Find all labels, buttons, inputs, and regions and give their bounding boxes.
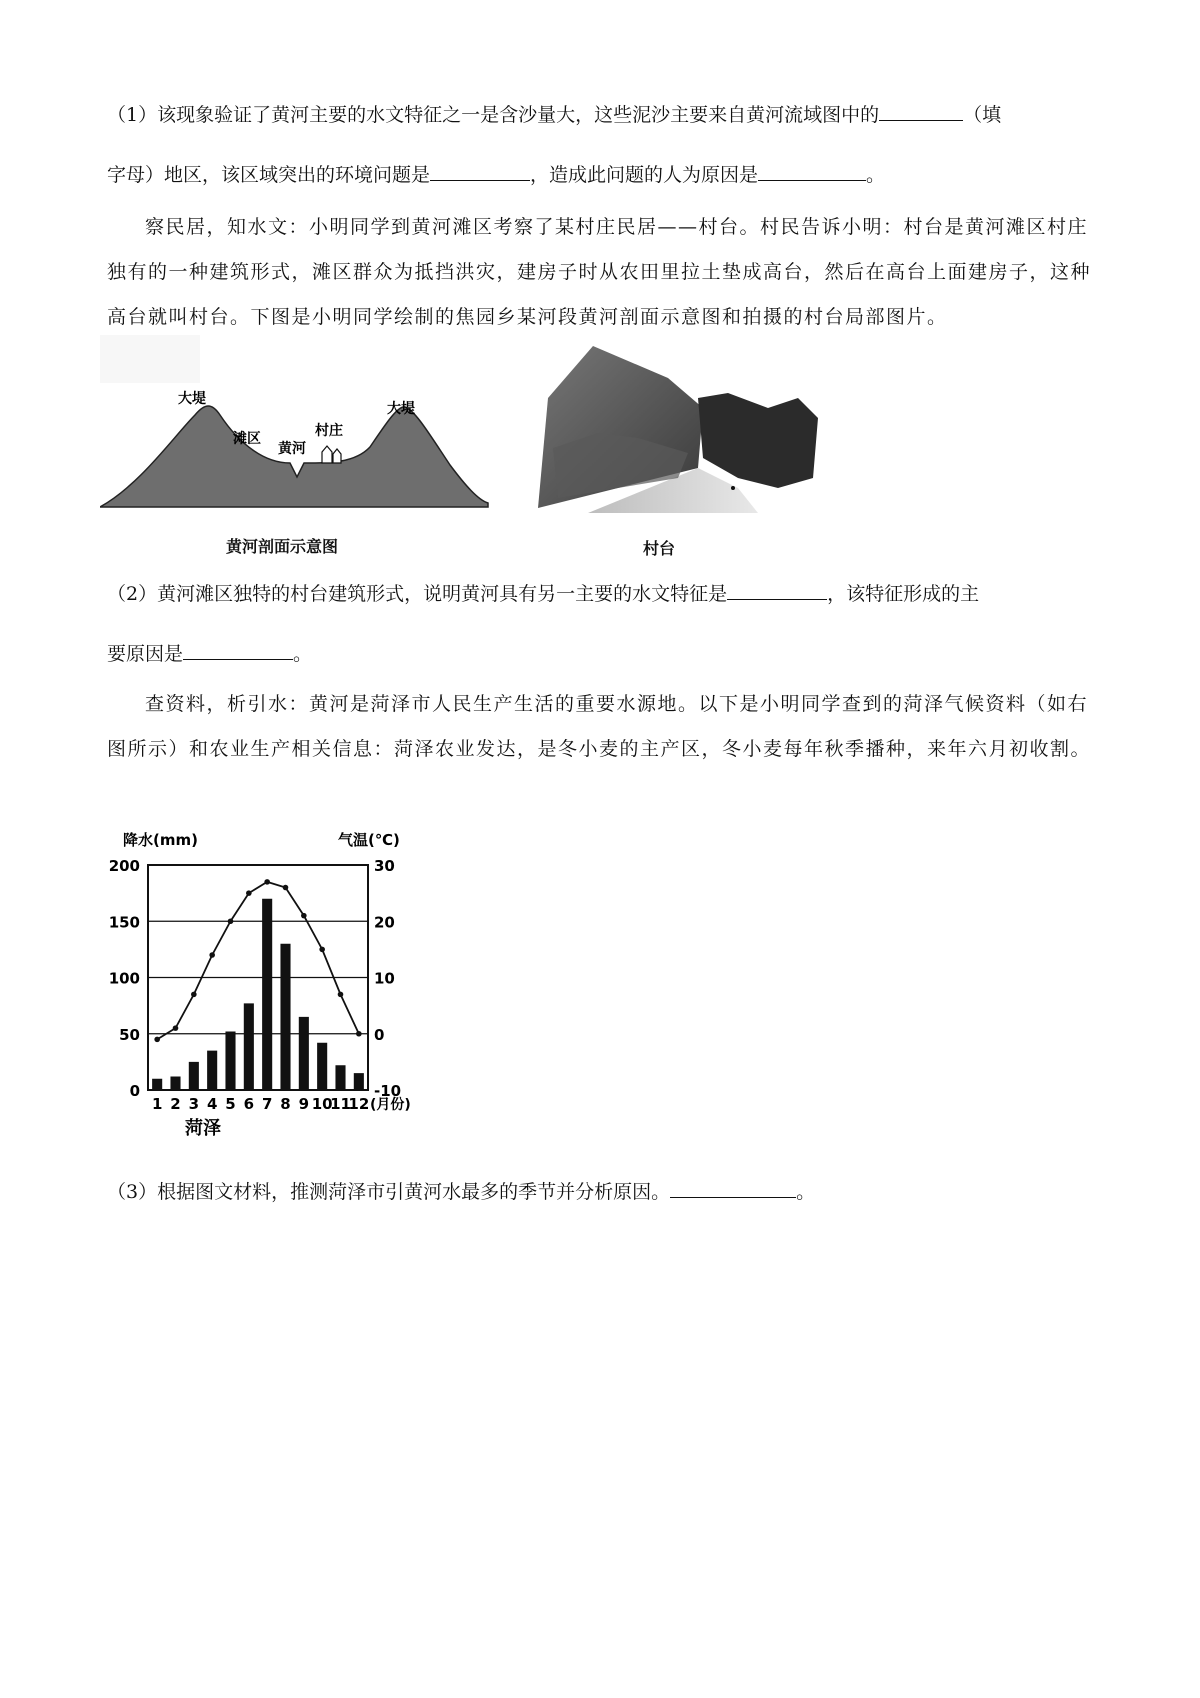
question-2-line-1 — [107, 577, 1103, 611]
answer-blank-3[interactable] — [758, 160, 866, 181]
precipitation-bar — [152, 1079, 162, 1090]
temperature-point — [228, 918, 234, 924]
x-tick-label: 3 — [188, 1095, 200, 1113]
x-tick-label: 5 — [225, 1095, 236, 1113]
question-1-text-b: （填 — [963, 104, 1002, 126]
x-tick-label: 7 — [261, 1095, 273, 1113]
question-3-end: 。 — [796, 1181, 816, 1203]
chart-title: 菏泽 — [185, 1118, 221, 1139]
photo-person — [731, 486, 735, 490]
question-1-end: 。 — [866, 164, 886, 186]
temperature-point — [191, 992, 197, 998]
x-tick-label: 10 — [311, 1095, 333, 1113]
intro-paragraph-village-platform: 察民居，知水文：小明同学到黄河滩区考察了某村庄民居——村台。村民告诉小明：村台是黄河滩区村庄独有的一种建筑形式，滩区群众为抵挡洪灾，建房子时从农田里拉土垫成高台，然后在高台上面建房子，这种高台就叫村台。下图是小明同学绘制的焦园乡某河段黄河剖面示意图和拍摄的村台局部图片。 — [107, 216, 1092, 328]
question-1-line-1 — [107, 98, 1103, 132]
temperature-point — [356, 1031, 362, 1037]
temperature-point — [283, 885, 289, 891]
question-3-text: （3）根据图文材料，推测菏泽市引黄河水最多的季节并分析原因。 — [107, 1181, 671, 1203]
y-axis-title-left: 降水(mm) — [123, 831, 198, 849]
answer-blank-6[interactable] — [670, 1177, 796, 1198]
y-tick-label-left: 100 — [108, 969, 140, 988]
x-tick-label: 2 — [170, 1095, 181, 1113]
y-tick-label-right: -10 — [374, 1082, 402, 1100]
x-tick-label: 6 — [243, 1095, 255, 1113]
photo-trees — [698, 393, 818, 488]
yellow-river-cross-section-diagram — [100, 335, 490, 510]
y-tick-label-left: 0 — [129, 1082, 140, 1100]
question-2-text-b: ，该特征形成的主 — [827, 583, 980, 605]
precipitation-bar — [244, 1003, 254, 1090]
question-2-text-a: （2）黄河滩区独特的村台建筑形式，说明黄河具有另一主要的水文特征是 — [107, 583, 728, 605]
temperature-point — [264, 879, 270, 885]
x-tick-label: 9 — [298, 1095, 310, 1113]
question-2-text-c: 要原因是 — [107, 643, 184, 665]
answer-blank-1[interactable] — [879, 100, 963, 121]
label-village: 村庄 — [315, 423, 343, 439]
y-tick-label-left: 50 — [119, 1025, 140, 1044]
question-1 — [107, 98, 1103, 192]
label-dike-left: 大堤 — [178, 391, 206, 407]
y-tick-label-left: 150 — [108, 913, 140, 932]
answer-blank-4[interactable] — [727, 579, 827, 600]
y-tick-label-right: 10 — [374, 969, 395, 988]
heze-climate-chart — [100, 820, 430, 1150]
temperature-point — [301, 913, 307, 919]
question-1-text-d: ，造成此问题的人为原因是 — [530, 164, 759, 186]
y-tick-label-right: 0 — [374, 1025, 385, 1044]
question-2 — [107, 577, 1103, 671]
village-platform-photo — [528, 338, 823, 516]
temperature-line — [157, 882, 359, 1040]
precipitation-bar — [207, 1051, 217, 1090]
x-tick-label: 8 — [280, 1095, 291, 1113]
question-2-line-2 — [107, 637, 1103, 671]
scan-noise-patch — [100, 335, 200, 383]
y-tick-label-right: 30 — [374, 857, 395, 875]
x-tick-label: 11 — [330, 1095, 351, 1113]
temperature-point — [173, 1025, 179, 1031]
label-dike-right: 大堤 — [387, 401, 415, 417]
caption-village-platform: 村台 — [643, 539, 676, 558]
temperature-point — [154, 1037, 160, 1043]
precipitation-bar — [280, 944, 290, 1090]
question-2-end: 。 — [293, 643, 313, 665]
question-1-line-2 — [107, 158, 1103, 192]
question-3 — [107, 1175, 1103, 1209]
y-tick-label-left: 200 — [108, 857, 140, 875]
precipitation-bar — [225, 1032, 235, 1091]
temperature-point — [246, 890, 252, 896]
question-1-text-c: 字母）地区，该区域突出的环境问题是 — [107, 164, 431, 186]
precipitation-bar — [189, 1062, 199, 1090]
precipitation-bar — [299, 1017, 309, 1090]
label-river: 黄河 — [278, 441, 306, 457]
y-tick-label-right: 20 — [374, 913, 395, 932]
house-icon — [322, 446, 341, 463]
temperature-point — [209, 952, 215, 958]
x-axis-suffix: (月份) — [370, 1097, 411, 1113]
temperature-point — [319, 947, 325, 953]
x-tick-label: 1 — [151, 1095, 163, 1113]
answer-blank-2[interactable] — [430, 160, 530, 181]
intro-paragraph-climate-data: 查资料，析引水：黄河是菏泽市人民生产生活的重要水源地。以下是小明同学查到的菏泽气候资料（如右图所示）和农业生产相关信息：菏泽农业发达，是冬小麦的主产区，冬小麦每年秋季播种，来年六月初收割。 — [107, 693, 1092, 760]
precipitation-bar — [262, 899, 272, 1090]
caption-cross-section: 黄河剖面示意图 — [226, 537, 339, 556]
precipitation-bar — [354, 1073, 364, 1090]
answer-blank-5[interactable] — [183, 639, 293, 660]
y-axis-title-right: 气温(℃) — [338, 831, 400, 849]
x-tick-label: 4 — [206, 1095, 218, 1113]
precipitation-bar — [335, 1065, 345, 1090]
label-floodplain: 滩区 — [233, 431, 261, 447]
precipitation-bar — [170, 1077, 180, 1091]
precipitation-bar — [317, 1043, 327, 1090]
question-1-text-a: （1）该现象验证了黄河主要的水文特征之一是含沙量大，这些泥沙主要来自黄河流域图中的 — [107, 104, 880, 126]
temperature-point — [338, 992, 344, 998]
x-tick-label: 12 — [348, 1095, 370, 1113]
